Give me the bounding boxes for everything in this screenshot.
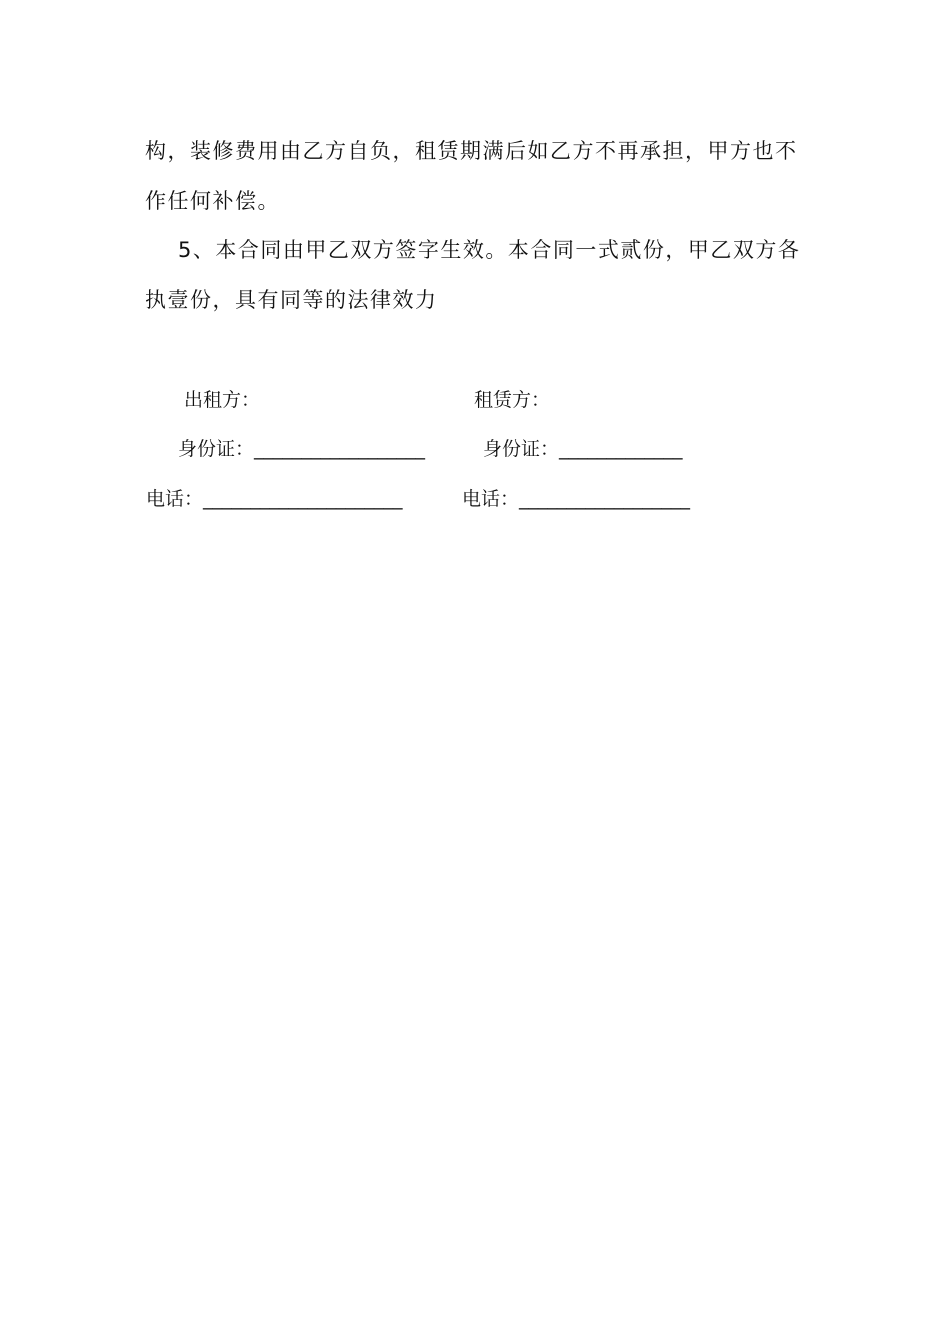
lessor-id-field: 身份证：__________________ (178, 438, 426, 460)
lessor-phone-field: 电话：_____________________ (146, 488, 403, 510)
paragraph-1-line-1: 构，装修费用由乙方自负，租赁期满后如乙方不再承担，甲方也不 (145, 139, 798, 163)
lessee-id-field: 身份证：_____________ (483, 438, 683, 460)
paragraph-1-line-2: 作任何补偿。 (145, 189, 280, 213)
paragraph-2-line-2: 执壹份，具有同等的法律效力 (145, 288, 438, 312)
lessee-phone-field: 电话：__________________ (462, 488, 691, 510)
lessor-label: 出租方： (184, 389, 261, 411)
lessee-label: 租赁方： (474, 389, 551, 411)
paragraph-2-line-1: 5、本合同由甲乙双方签字生效。本合同一式贰份，甲乙双方各 (178, 238, 801, 262)
